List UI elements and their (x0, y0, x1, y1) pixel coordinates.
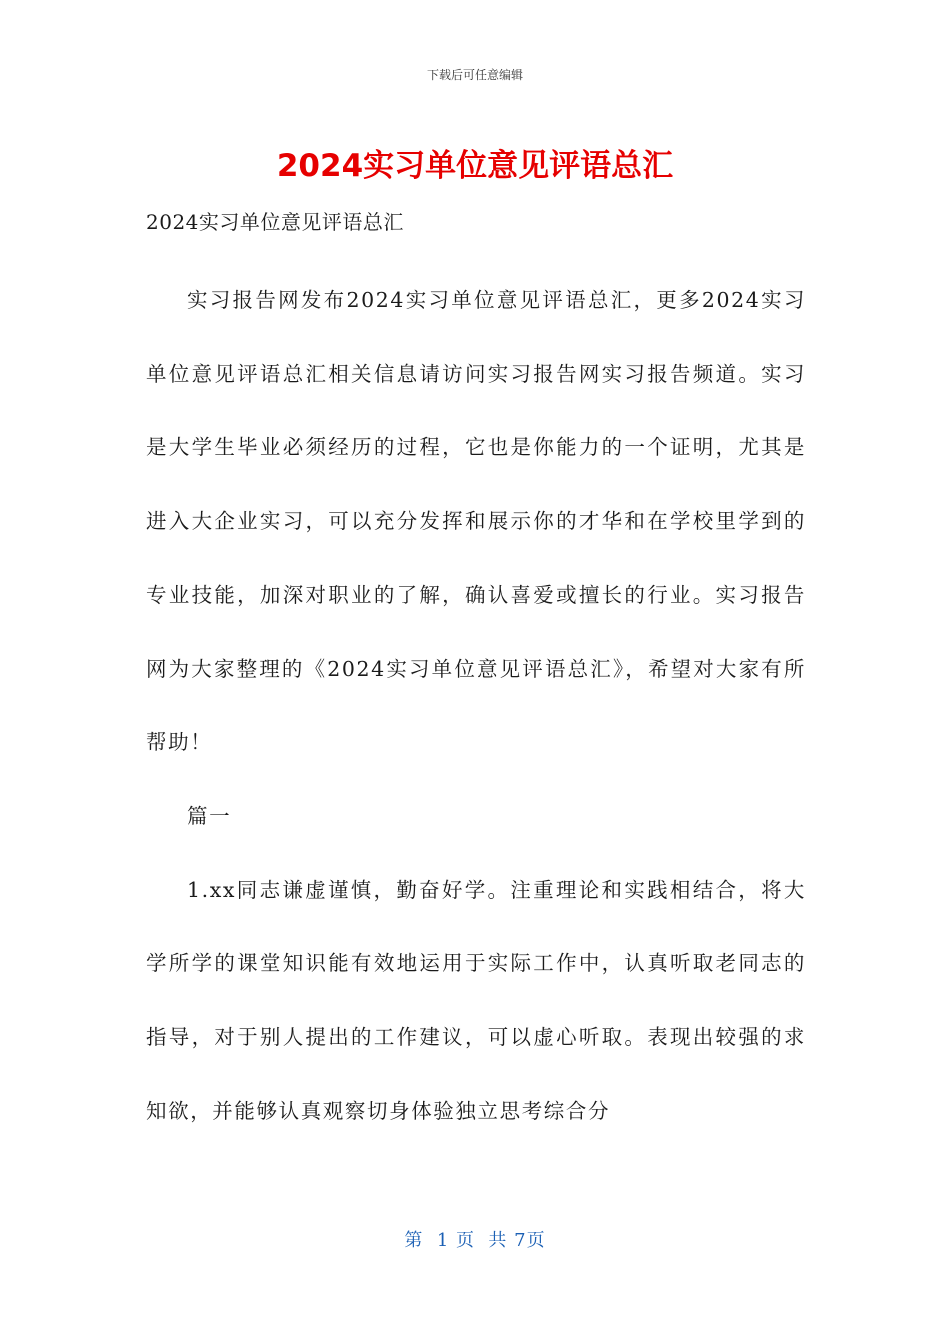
paragraph-intro: 实习报告网发布2024实习单位意见评语总汇，更多2024实习单位意见评语总汇相关信息请访问实习报告网实习报告频道。实习是大学生毕业必须经历的过程，它也是你能力的一个证明，尤其是进入大企业实习，可以充分发挥和展示你的才华和在学校里学到的专业技能，加深对职业的了解，确认喜爱或擅长的行业。实习报告网为大家整理的《2024实习单位意见评语总汇》，希望对大家有所帮助！ (146, 288, 806, 755)
section-heading: 篇一 (187, 803, 232, 828)
page-footer (0, 1226, 950, 1252)
document-subtitle: 2024实习单位意见评语总汇 (146, 210, 404, 234)
header-note: 下载后可任意编辑 (426, 68, 523, 82)
page-number: 第 1 页 共 7页 (404, 1230, 546, 1251)
paragraph-item-1: 1.xx同志谦虚谨慎，勤奋好学。注重理论和实践相结合，将大学所学的课堂知识能有效地运用于实际工作中，认真听取老同志的指导，对于别人提出的工作建议，可以虚心听取。表现出较强的求知欲，并能够认真观察切身体验独立思考综合分 (146, 877, 806, 1123)
document-body (146, 264, 806, 1148)
document-title: 2024实习单位意见评语总汇 (276, 148, 674, 184)
